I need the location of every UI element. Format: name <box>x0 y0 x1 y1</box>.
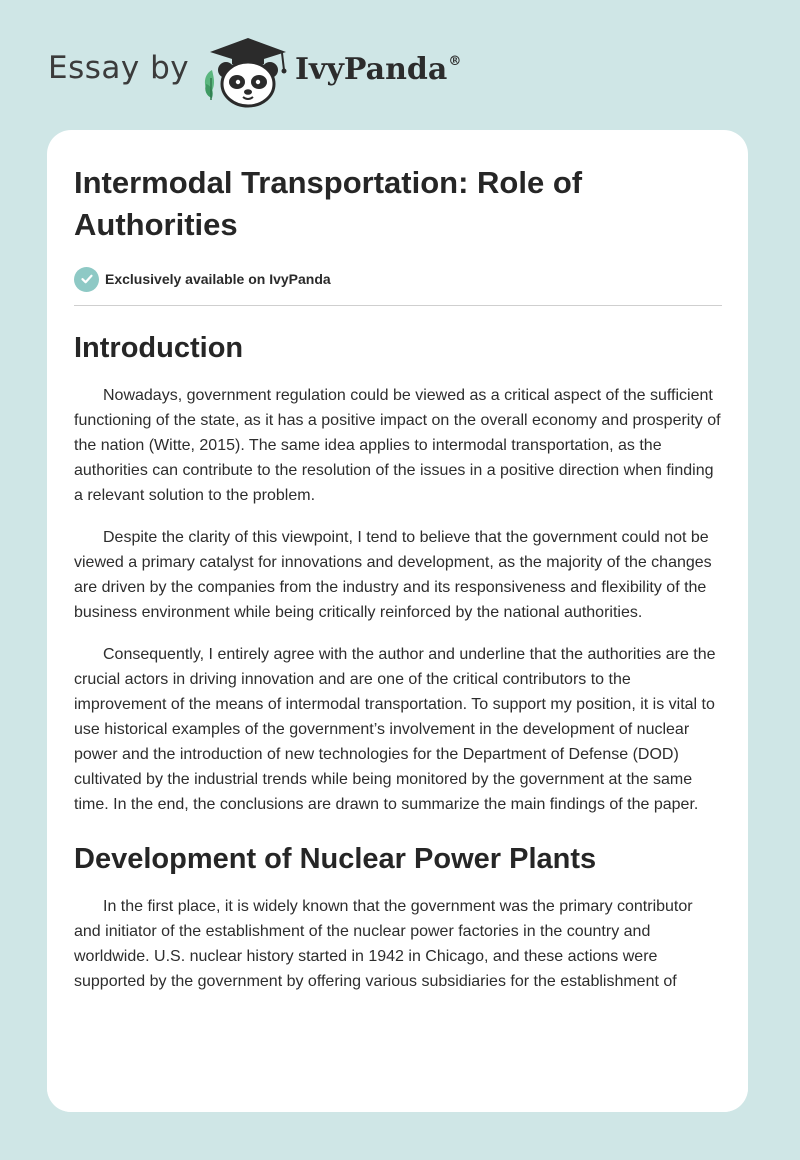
content-fade <box>47 1052 748 1112</box>
brand-name[interactable] <box>295 52 461 87</box>
paragraph: Consequently, I entirely agree with the author and underline that the authorities are the crucial actors in driving innovation and are one of the critical contributors to the improvement of the means of intermodal transportation. To support my position, it is vital to use historical examples of the government’s involvement in the development of nuclear power and the introduction of new technologies for the Department of Defense (DOD) cultivated by the industrial trends while being monitored by the government at the same time. In the end, the conclusions are drawn to summarize the main findings of the paper. <box>74 646 716 813</box>
section-heading-introduction: Introduction <box>74 332 244 364</box>
essay-by-label: Essay by <box>48 50 190 86</box>
essay-content <box>74 162 722 994</box>
essay-card <box>47 130 748 1112</box>
exclusive-badge <box>74 266 722 292</box>
paragraph: Despite the clarity of this viewpoint, I tend to believe that the government could not be viewed a primary catalyst for innovations and development, as the majority of the changes are driven by the companies from the industry and its responsiveness and flexibility of the business environment while being critically reinforced by the national authorities. <box>74 529 712 621</box>
title-divider <box>74 305 722 306</box>
site-header <box>48 28 508 110</box>
brand-name-text: IvyPanda <box>295 52 448 87</box>
essay-title: Intermodal Transportation: Role of Authorities <box>74 165 583 242</box>
paragraph: In the first place, it is widely known that the government was the primary contributor and initiator of the establishment of the nuclear power factories in the country and worldwide. U.S. nuclear history started in 1942 in Chicago, and these actions were supported by the government by offering various subsidiaries for the establishment of <box>74 898 693 990</box>
section-heading-nuclear-power: Development of Nuclear Power Plants <box>74 843 597 875</box>
check-circle-icon <box>74 267 99 292</box>
exclusive-badge-text: Exclusively available on IvyPanda <box>105 271 331 287</box>
panda-graduate-logo-icon[interactable] <box>198 34 298 110</box>
checkmark-icon <box>80 272 94 286</box>
paragraph: Nowadays, government regulation could be viewed as a critical aspect of the sufficient functioning of the state, as it has a positive impact on the overall economy and prosperity of the nation (Witte, 2015). The same idea applies to intermodal transportation, as the authorities can contribute to the resolution of the issues in a positive direction when finding a relevant solution to the problem. <box>74 387 721 504</box>
registered-mark: ® <box>448 54 462 69</box>
